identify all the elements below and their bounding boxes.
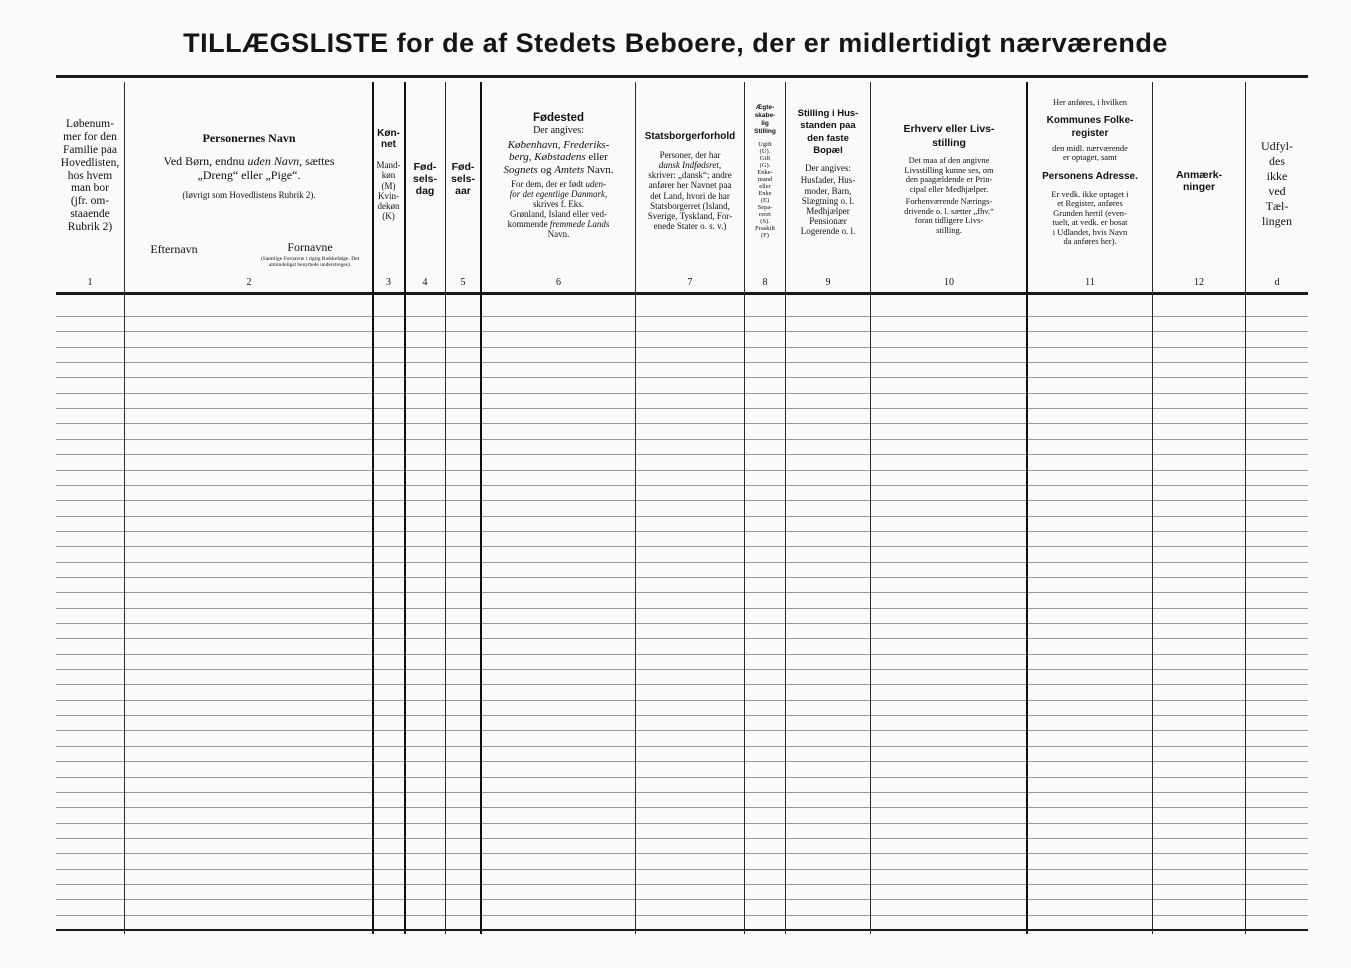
header-bottom-rule: [56, 292, 1308, 295]
table-row[interactable]: [56, 423, 1308, 424]
col-divider: [1245, 82, 1246, 934]
col-11-heading: Kommunes Folke- register: [1046, 114, 1134, 140]
table-row[interactable]: [56, 838, 1308, 839]
table-row[interactable]: [56, 638, 1308, 639]
col-7-line: enede Stater o. s. v.): [653, 220, 727, 231]
col-number: 10: [944, 277, 954, 288]
col-11-top: Her anføres, i hvilken: [1052, 97, 1128, 107]
col-6-para2-line2: for det egentlige Danmark,: [509, 189, 608, 200]
table-row[interactable]: [56, 823, 1308, 824]
col-d-header: [1247, 139, 1307, 229]
col-1-line: hos hvem: [67, 169, 113, 182]
col-12-header: [1153, 170, 1245, 194]
col-6-para2: [482, 179, 635, 189]
table-row[interactable]: [56, 377, 1308, 378]
col-9-header: [786, 108, 870, 236]
col-1-line: man bor: [70, 182, 109, 195]
table-row[interactable]: [56, 485, 1308, 486]
table-row[interactable]: [56, 331, 1308, 332]
table-row[interactable]: [56, 792, 1308, 793]
col-2-intro-italic: uden Navn,: [247, 154, 303, 169]
table-row[interactable]: [56, 669, 1308, 670]
col-number: 2: [246, 277, 252, 288]
col-2-fornavne: Fornavne: [287, 240, 333, 254]
table-row[interactable]: [56, 608, 1308, 609]
col-6-text: Navn.: [584, 163, 614, 176]
col-number: 12: [1194, 277, 1204, 288]
col-7-line: Statsborgerret (Island,: [650, 200, 730, 211]
col-6-sub: Der angives:: [533, 124, 584, 136]
col-divider: [124, 82, 125, 934]
col-2-fornavne-note: (Samtlige Fornavne i rigtig Rækkefølge. Det almindeligst benyttede understreges).: [260, 256, 360, 269]
col-d-line: lingen: [1262, 214, 1292, 228]
col-2-intro-text: sættes: [302, 154, 335, 169]
table-row[interactable]: [56, 316, 1308, 317]
col-1-header: [56, 118, 124, 234]
col-6-text: og: [537, 163, 555, 176]
col-2-intro-text: Ved Børn, endnu: [163, 154, 248, 169]
table-row[interactable]: [56, 654, 1308, 655]
table-row[interactable]: [56, 700, 1308, 701]
col-4-heading: Fød- sels- dag: [413, 161, 437, 197]
col-6-line3: [482, 164, 635, 176]
table-row[interactable]: [56, 715, 1308, 716]
col-number: 3: [386, 277, 391, 288]
table-row[interactable]: [56, 684, 1308, 685]
table-row[interactable]: [56, 347, 1308, 348]
table-row[interactable]: [56, 516, 1308, 517]
col-10-header: [872, 122, 1026, 235]
col-number: 7: [687, 277, 693, 288]
col-10-para1: Det maa af den angivne Livsstilling kunne ses, om den paagældende er Prin- cipal eller Medhjælper.: [904, 155, 994, 194]
col-1-line: Rubrik 2): [67, 221, 113, 233]
col-1-line: Familie paa: [63, 143, 117, 156]
col-1-line: staaende: [70, 208, 110, 221]
table-row[interactable]: [56, 899, 1308, 900]
col-6-italic: Sognets: [503, 163, 538, 176]
col-11-heading2: Personens Adresse.: [1042, 170, 1138, 182]
col-divider: [404, 82, 406, 934]
col-number: 8: [762, 277, 768, 288]
col-d-line: des: [1269, 154, 1285, 168]
col-number: 1: [87, 277, 93, 288]
col-2-heading: Personernes Navn: [202, 131, 296, 145]
col-11-header: [1028, 98, 1152, 247]
col-12-heading: Anmærk- ninger: [1175, 169, 1223, 193]
col-6-line2: [482, 151, 635, 163]
col-1-line: (jfr. om-: [70, 195, 110, 208]
table-row[interactable]: [56, 746, 1308, 747]
col-2-efternavn: Efternavn: [150, 242, 198, 256]
col-7-line: dansk Indfødsret,: [658, 160, 722, 171]
col-number: d: [1274, 277, 1280, 288]
top-rule: [56, 75, 1308, 78]
col-6-header: [482, 112, 635, 239]
col-9-text: Husfader, Hus- moder, Barn, Slægtning o. l. Medhjælper Pensionær Logerende o. l.: [800, 175, 856, 236]
col-6-para3-line3: Navn.: [547, 229, 570, 240]
col-d-line: ikke: [1266, 169, 1288, 183]
col-number: 11: [1085, 277, 1095, 288]
col-9-sub: Der angives:: [805, 163, 851, 174]
table-row[interactable]: [56, 869, 1308, 870]
table-row[interactable]: [56, 546, 1308, 547]
col-7-line: Personer, der har: [659, 150, 721, 161]
col-number: 9: [825, 277, 831, 288]
col-d-line: Udfyl-: [1261, 139, 1293, 153]
table-row[interactable]: [56, 531, 1308, 532]
col-9-heading: Stilling i Hus- standen paa den faste Bopæl: [797, 108, 859, 157]
col-7-line: anfører her Navnet paa: [648, 180, 732, 191]
col-number: 4: [422, 277, 428, 288]
col-8-text: Ugift (U). Gift (G). Enke- mand eller Enke (E) Sepa- reret (S). Fraskilt (F): [755, 140, 775, 239]
table-row[interactable]: [56, 853, 1308, 854]
col-divider: [1152, 82, 1153, 934]
table-row[interactable]: [56, 807, 1308, 808]
table-row[interactable]: [56, 730, 1308, 731]
col-3-text: Mand- køn (M) Kvin- dekøn (K): [376, 160, 401, 221]
col-1-line: Hovedlisten,: [60, 156, 120, 169]
table-row[interactable]: [56, 884, 1308, 885]
col-11-mid: den midl. nærværende er optaget, samt: [1052, 142, 1128, 163]
col-4-header: [405, 162, 445, 197]
table-row[interactable]: [56, 623, 1308, 624]
col-7-heading: Statsborgerforhold: [644, 131, 736, 142]
col-5-heading: Fød- sels- aar: [451, 161, 475, 197]
table-row[interactable]: [56, 454, 1308, 455]
table-row[interactable]: [56, 592, 1308, 593]
table-row[interactable]: [56, 562, 1308, 563]
table-row[interactable]: [56, 915, 1308, 916]
table-row[interactable]: [56, 777, 1308, 778]
form-title: TILLÆGSLISTE for de af Stedets Beboere, der er midlertidigt nærværende: [183, 28, 1168, 58]
col-7-line: Sverige, Tyskland, For-: [647, 210, 733, 221]
col-2-intro: [126, 155, 372, 168]
bottom-rule: [56, 929, 1308, 931]
col-number: 6: [556, 277, 561, 288]
col-10-heading: Erhverv eller Livs- stilling: [903, 123, 995, 150]
col-6-text: kommende: [507, 219, 550, 230]
col-3-heading: Køn- net: [377, 128, 400, 151]
col-divider: [445, 82, 446, 934]
col-6-italic: fremmede Lands: [549, 219, 610, 230]
table-row[interactable]: [56, 439, 1308, 440]
col-5-header: [446, 162, 480, 197]
col-6-heading: Fødested: [532, 112, 585, 124]
table-row[interactable]: [56, 362, 1308, 363]
col-6-para3: Grønland, Island eller ved-: [510, 209, 607, 220]
col-8-heading: Ægte- skabe- lig Stilling: [754, 104, 776, 136]
col-2-note: (Iøvrigt som Hovedlistens Rubrik 2).: [182, 190, 316, 201]
col-6-line1: København, Frederiks-: [507, 139, 610, 152]
col-6-para3-line2: [482, 219, 635, 229]
col-d-line: Tæl-: [1265, 199, 1289, 213]
col-6-italic: berg, Købstadens: [509, 151, 586, 164]
col-6-italic: Amtets: [554, 163, 585, 176]
col-3-header: [373, 128, 404, 221]
col-10-para2: Forhenværende Nærings- drivende o. l. sætter „fhv.“ foran tidligere Livs- stilling.: [904, 196, 994, 235]
col-divider: [870, 82, 871, 934]
col-1-line: Løbenum-: [66, 118, 114, 130]
col-11-text: Er vedk. ikke optaget i et Register, anføres Grunden hertil (even- tuelt, at vedk. er bosat i Udlandet, hvis Navn da anføres her).: [1051, 188, 1129, 247]
col-6-italic: uden-: [585, 179, 606, 189]
col-2-header: [126, 132, 372, 200]
table-row[interactable]: [56, 500, 1308, 501]
col-7-header: [636, 131, 744, 231]
table-row[interactable]: [56, 408, 1308, 409]
col-8-header: [745, 104, 785, 239]
col-6-para2-line3: skrives f. Eks.: [533, 199, 584, 210]
col-6-text: For dem, der er født: [511, 179, 586, 189]
col-1-line: mer for den: [63, 130, 117, 143]
table-row[interactable]: [56, 577, 1308, 578]
table-row[interactable]: [56, 761, 1308, 762]
col-2-intro-line2: „Dreng“ eller „Pige“.: [197, 167, 301, 182]
col-7-line: skriver: „dansk“; andre: [648, 170, 732, 181]
col-number: 5: [460, 277, 466, 288]
table-row[interactable]: [56, 470, 1308, 471]
col-7-line: det Land, hvori de har: [650, 190, 730, 201]
col-d-line: ved: [1268, 184, 1286, 198]
col-6-text: eller: [585, 151, 608, 164]
table-row[interactable]: [56, 393, 1308, 394]
